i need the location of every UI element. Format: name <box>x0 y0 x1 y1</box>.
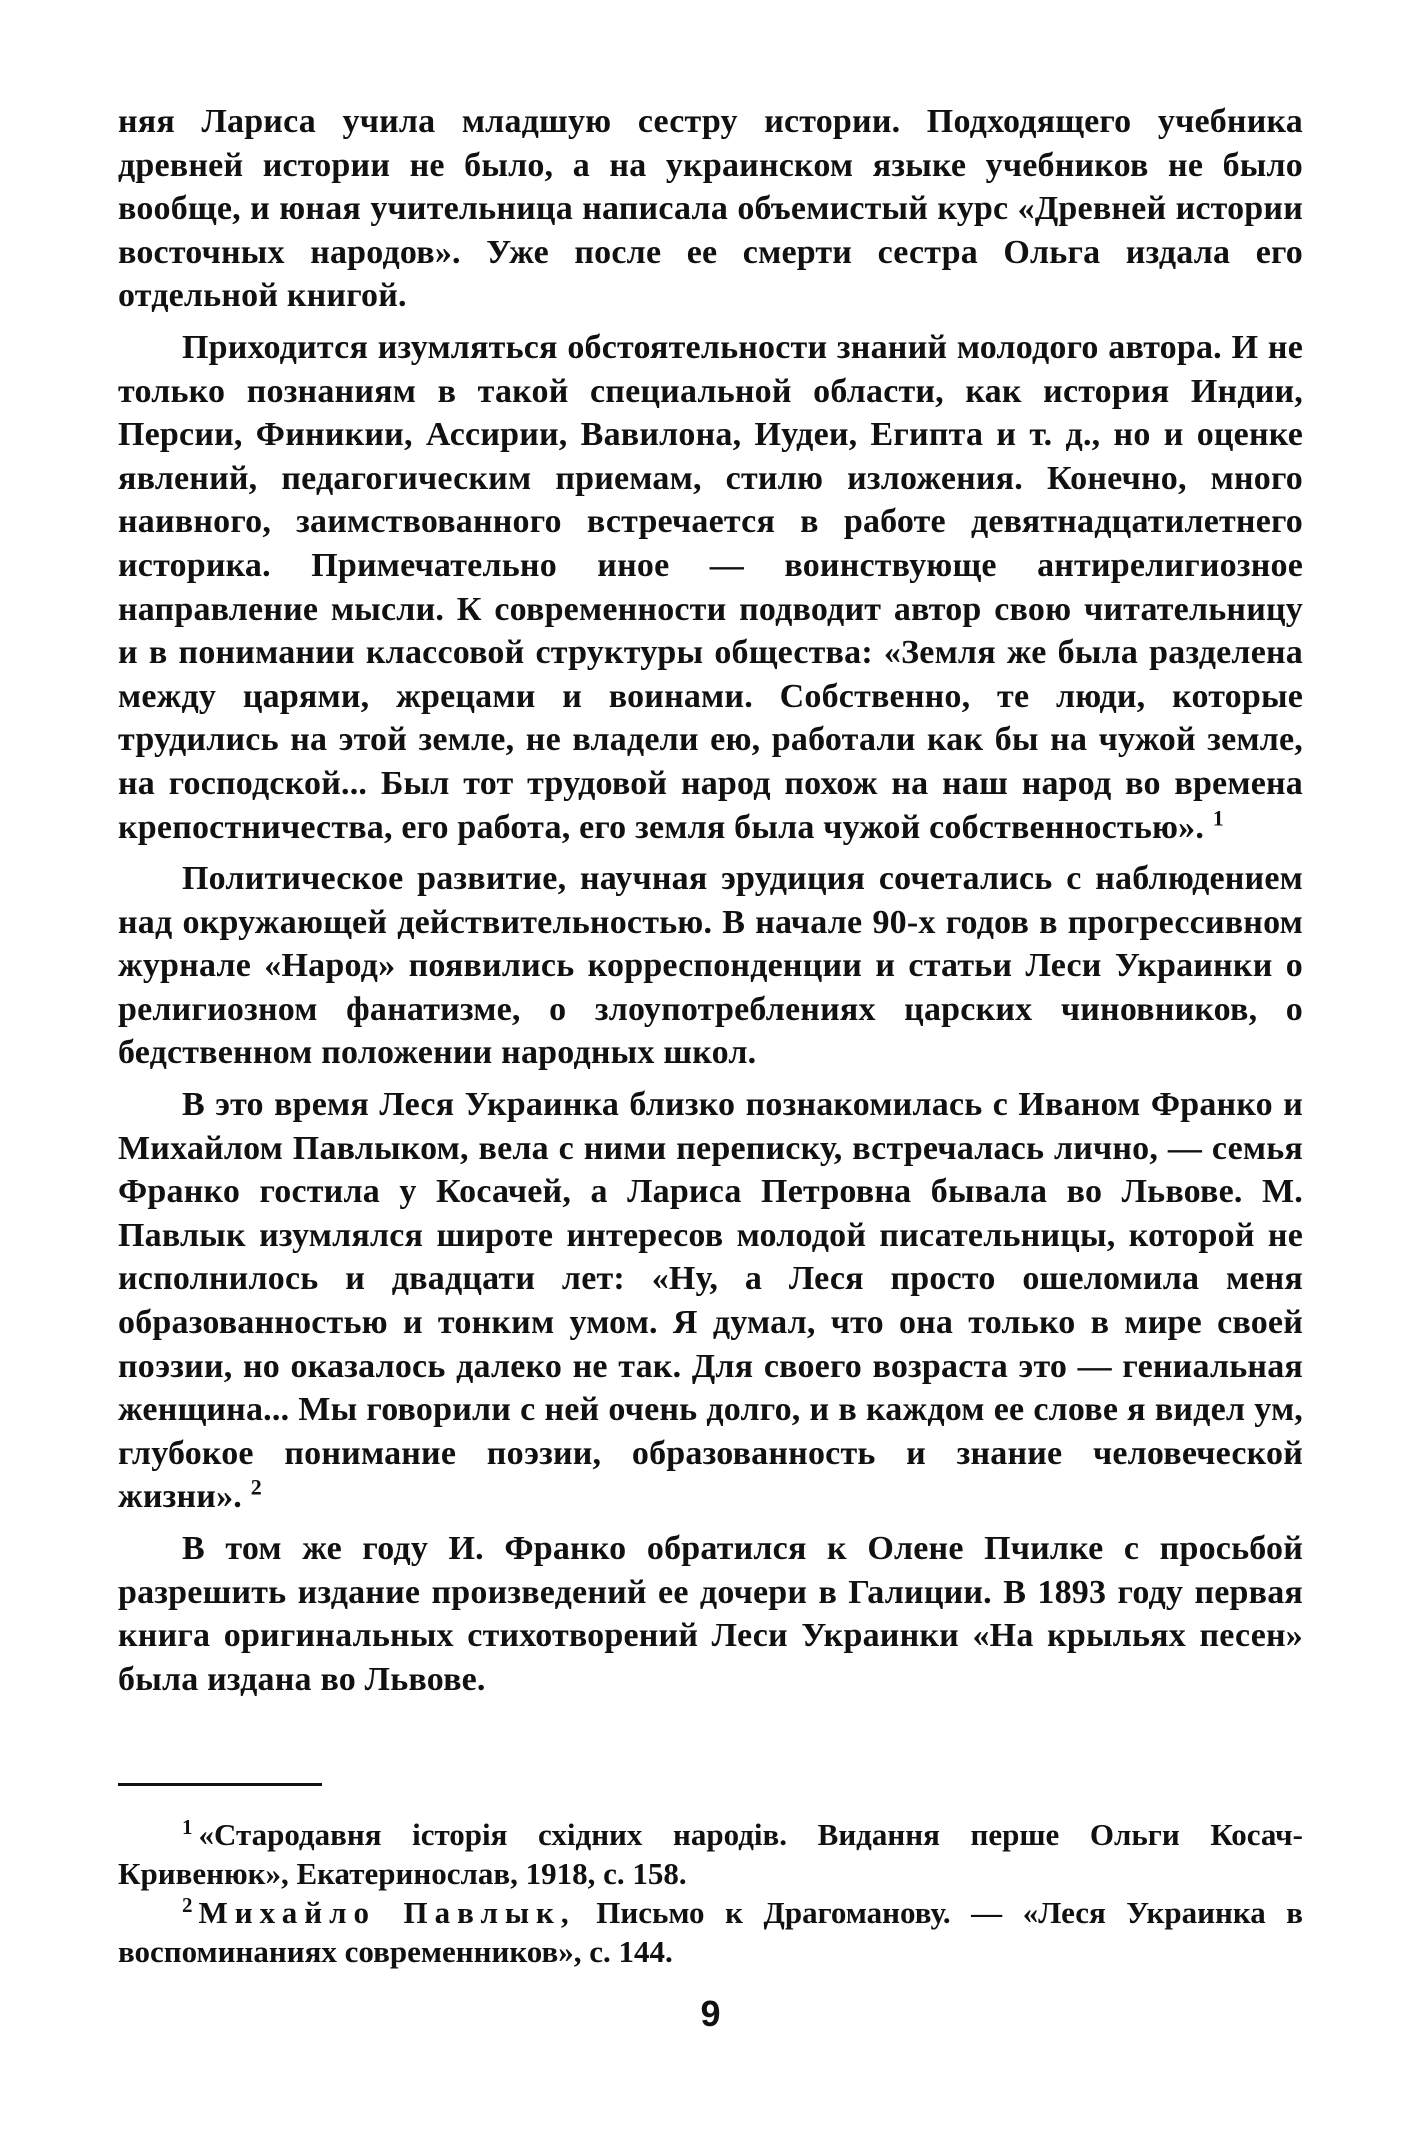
footnote-number: 2 <box>182 1892 193 1917</box>
paragraph-3 <box>118 857 1303 1075</box>
paragraph-text: В том же году И. Франко обратился к Олене Пчилке с просьбой разрешить издание произведений ее дочери в Галиции. В 1893 году первая книга оригинальных стихотворений Леси Украинки «На крыльях песен» была издана во Львове. <box>118 1530 1303 1698</box>
footnote-2 <box>118 1893 1303 1971</box>
paragraph-1 <box>118 100 1303 318</box>
footnote-separator <box>118 1783 322 1786</box>
footnote-reference: 2 <box>250 1475 262 1501</box>
footnote-text: Письмо к Драгоманову. — «Леся Украинка в воспоминаниях современников», с. 144. <box>118 1895 1303 1969</box>
paragraph-text: В это время Леся Украинка близко познакомилась с Иваном Франко и Михайлом Павлыком, вела с ними переписку, встречалась лично, — семья Франко гостила у Косачей, а Лариса Петровна бывала во Львове. М. Павлык изумлялся широте интересов молодой писательницы, которой не исполнилось и двадцати лет: «Ну, а Леся просто ошеломила меня образованностью и тонким умом. Я думал, что она только в мире своей поэзии, но оказалось далеко не так. Для своего возраста это — гениальная женщина... Мы говорили с ней очень долго, и в каждом ее слове я видел ум, глубокое понимание поэзии, образованность и знание человеческой жизни». <box>118 1086 1303 1516</box>
paragraph-4 <box>118 1083 1303 1519</box>
footnote-author: Михайло Павлык, <box>198 1895 576 1930</box>
footnote-number: 1 <box>182 1814 193 1839</box>
main-text <box>118 100 1303 1709</box>
paragraph-text: няя Лариса учила младшую сестру истории. Подходящего учебника древней истории не было, а на украинском языке учебников не было вообще, и юная учительница написала объемистый курс «Древней истории восточных народов». Уже после ее смерти сестра Ольга издала его отдельной книгой. <box>118 103 1303 315</box>
paragraph-5 <box>118 1527 1303 1701</box>
paragraph-text: Приходится изумляться обстоятельности знаний молодого автора. И не только познаниям в такой специальной области, как история Индии, Персии, Финикии, Ассирии, Вавилона, Иудеи, Египта и т. д., но и оценке явлений, педагогическим приемам, стилю изложения. Конечно, много наивного, заимствованного встречается в работе девятнадцатилетнего историка. Примечательно иное — воинствующе антирелигиозное направление мысли. К современности подводит автор свою читательницу и в понимании классовой структуры общества: «Земля же была разделена между царями, жрецами и воинами. Собственно, те люди, которые трудились на этой земле, не владели ею, работали как бы на чужой земле, на господской... Был тот трудовой народ похож на наш народ во времена крепостничества, его работа, его земля была чужой собственностью». <box>118 328 1303 846</box>
paragraph-2 <box>118 326 1303 849</box>
page-number: 9 <box>700 1993 721 2034</box>
footnote-text: «Стародавня історія східних народів. Видання перше Ольги Косач-Кривенюк», Екатеринослав, 1918, с. 158. <box>118 1817 1303 1891</box>
footnote-1 <box>118 1815 1303 1893</box>
paragraph-text: Политическое развитие, научная эрудиция сочетались с наблюдением над окружающей действительностью. В начале 90-х годов в прогрессивном журнале «Народ» появились корреспонденции и статьи Леси Украинки о религиозном фанатизме, о злоупотреблениях царских чиновников, о бедственном положении народных школ. <box>118 860 1303 1072</box>
footnote-reference: 1 <box>1212 805 1224 831</box>
footnotes <box>118 1815 1303 1971</box>
